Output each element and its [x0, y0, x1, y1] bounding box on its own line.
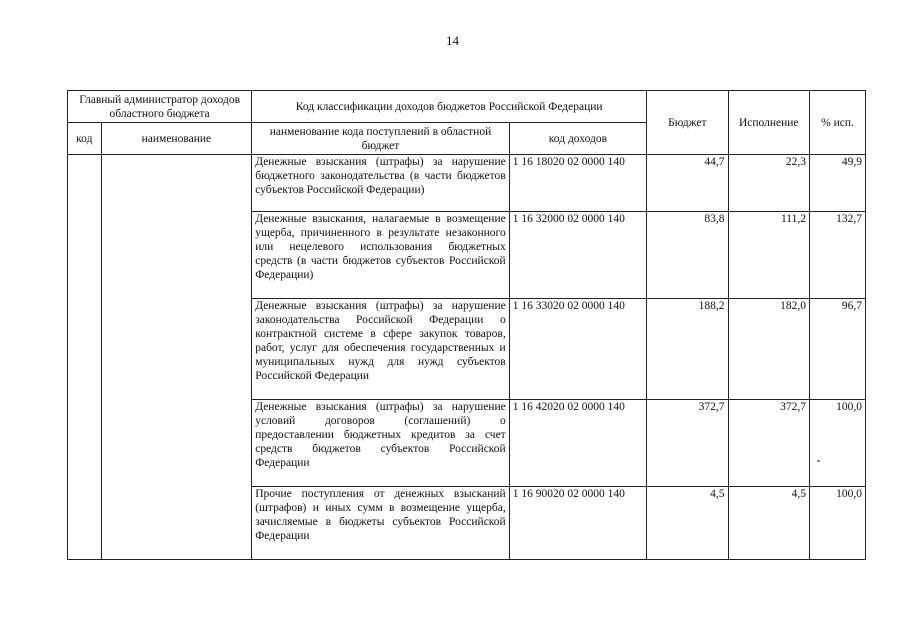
- row-income-code: 1 16 18020 02 0000 140: [509, 155, 646, 212]
- row-execution: 182,0: [728, 299, 809, 400]
- row-budget: 372,7: [647, 400, 728, 487]
- row-execution: 4,5: [728, 487, 809, 560]
- row-description: Денежные взыскания (штрафы) за нарушение бюджетного законодательства (в части бюджетов субъектов Российской Федерации): [252, 155, 510, 212]
- header-budget: Бюджет: [647, 91, 728, 155]
- row-percent: 132,7: [809, 212, 865, 299]
- row-income-code: 1 16 33020 02 0000 140: [509, 299, 646, 400]
- header-admin-group: Главный администратор доходов областного бюджета: [68, 91, 252, 123]
- row-percent: 100,0: [809, 487, 865, 560]
- row-income-code: 1 16 42020 02 0000 140: [509, 400, 646, 487]
- row-percent: 49,9: [809, 155, 865, 212]
- header-percent: % исп.: [809, 91, 865, 155]
- scan-speck: [817, 460, 820, 462]
- header-classification-group: Код классификации доходов бюджетов Российской Федерации: [252, 91, 647, 123]
- row-execution: 111,2: [728, 212, 809, 299]
- row-description: Денежные взыскания, налагаемые в возмещение ущерба, причиненного в результате незаконного или нецелевого использования бюджетных средств (в части бюджетов субъектов Российской Федерации): [252, 212, 510, 299]
- header-kod: код: [68, 123, 102, 155]
- naimenovanie-cell: [101, 155, 252, 560]
- row-execution: 372,7: [728, 400, 809, 487]
- header-naimenovanie: наименование: [101, 123, 252, 155]
- row-income-code: 1 16 90020 02 0000 140: [509, 487, 646, 560]
- row-income-code: 1 16 32000 02 0000 140: [509, 212, 646, 299]
- row-description: Денежные взыскания (штрафы) за нарушение условий договоров (соглашений) о предоставлении бюджетных кредитов за счет средств бюджетов субъектов Российской Федерации: [252, 400, 510, 487]
- row-budget: 44,7: [647, 155, 728, 212]
- row-percent: 100,0: [809, 400, 865, 487]
- header-execution: Исполнение: [728, 91, 809, 155]
- revenue-table: [67, 90, 866, 560]
- row-execution: 22,3: [728, 155, 809, 212]
- table-row: [68, 155, 866, 212]
- page-number: 14: [446, 33, 459, 48]
- row-description: Прочие поступления от денежных взысканий (штрафов) и иных сумм в возмещение ущерба, зачисляемые в бюджеты субъектов Российской Федерации: [252, 487, 510, 560]
- header-income-code: код доходов: [509, 123, 646, 155]
- row-description: Денежные взыскания (штрафы) за нарушение законодательства Российской Федерации о контрактной системе в сфере закупок товаров, работ, услуг для обеспечения государственных и муниципальных нужд для нужд субъектов Российской Федерации: [252, 299, 510, 400]
- row-budget: 188,2: [647, 299, 728, 400]
- kod-cell: [68, 155, 102, 560]
- row-budget: 4,5: [647, 487, 728, 560]
- row-budget: 83,8: [647, 212, 728, 299]
- row-percent: 96,7: [809, 299, 865, 400]
- header-income-code-name: нанменование кода поступлений в областной бюджет: [252, 123, 510, 155]
